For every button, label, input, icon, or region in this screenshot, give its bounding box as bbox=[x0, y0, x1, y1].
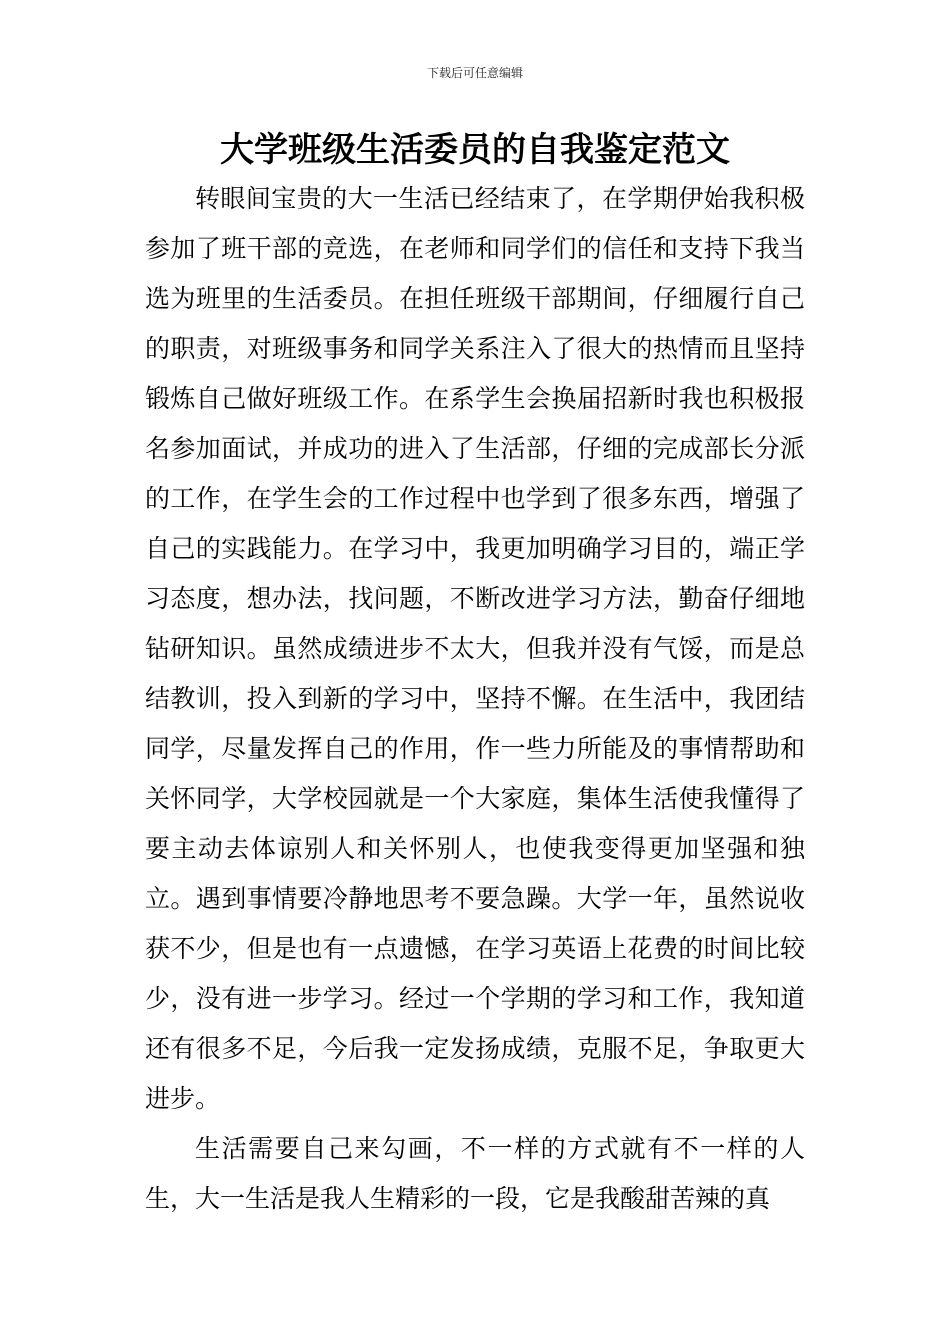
paragraph-2: 生活需要自己来勾画，不一样的方式就有不一样的人生，大一生活是我人生精彩的一段，它是我酸甜苦辣的真 bbox=[145, 1134, 805, 1213]
header-note: 下载后可任意编辑 bbox=[426, 66, 523, 80]
paragraph-1: 转眼间宝贵的大一生活已经结束了，在学期伊始我积极参加了班干部的竞选，在老师和同学们的信任和支持下我当选为班里的生活委员。在担任班级干部期间，仔细履行自己的职责，对班级事务和同学关系注入了很大的热情而且坚持锻炼自己做好班级工作。在系学生会换届招新时我也积极报名参加面试，并成功的进入了生活部，仔细的完成部长分派的工作，在学生会的工作过程中也学到了很多东西，增强了自己的实践能力。在学习中，我更加明确学习目的，端正学习态度，想办法，找问题，不断改进学习方法，勤奋仔细地钻研知识。虽然成绩进步不太大，但我并没有气馁，而是总结教训，投入到新的学习中，坚持不懈。在生活中，我团结同学，尽量发挥自己的作用，作一些力所能及的事情帮助和关怀同学，大学校园就是一个大家庭，集体生活使我懂得了要主动去体谅别人和关怀别人，也使我变得更加坚强和独立。遇到事情要冷静地思考不要急躁。大学一年，虽然说收获不少，但是也有一点遗憾，在学习英语上花费的时间比较少，没有进一步学习。经过一个学期的学习和工作，我知道还有很多不足，今后我一定发扬成绩，克服不足，争取更大进步。 bbox=[145, 184, 805, 1113]
document-title: 大学班级生活委员的自我鉴定范文 bbox=[220, 130, 730, 170]
document-body bbox=[145, 174, 805, 1224]
